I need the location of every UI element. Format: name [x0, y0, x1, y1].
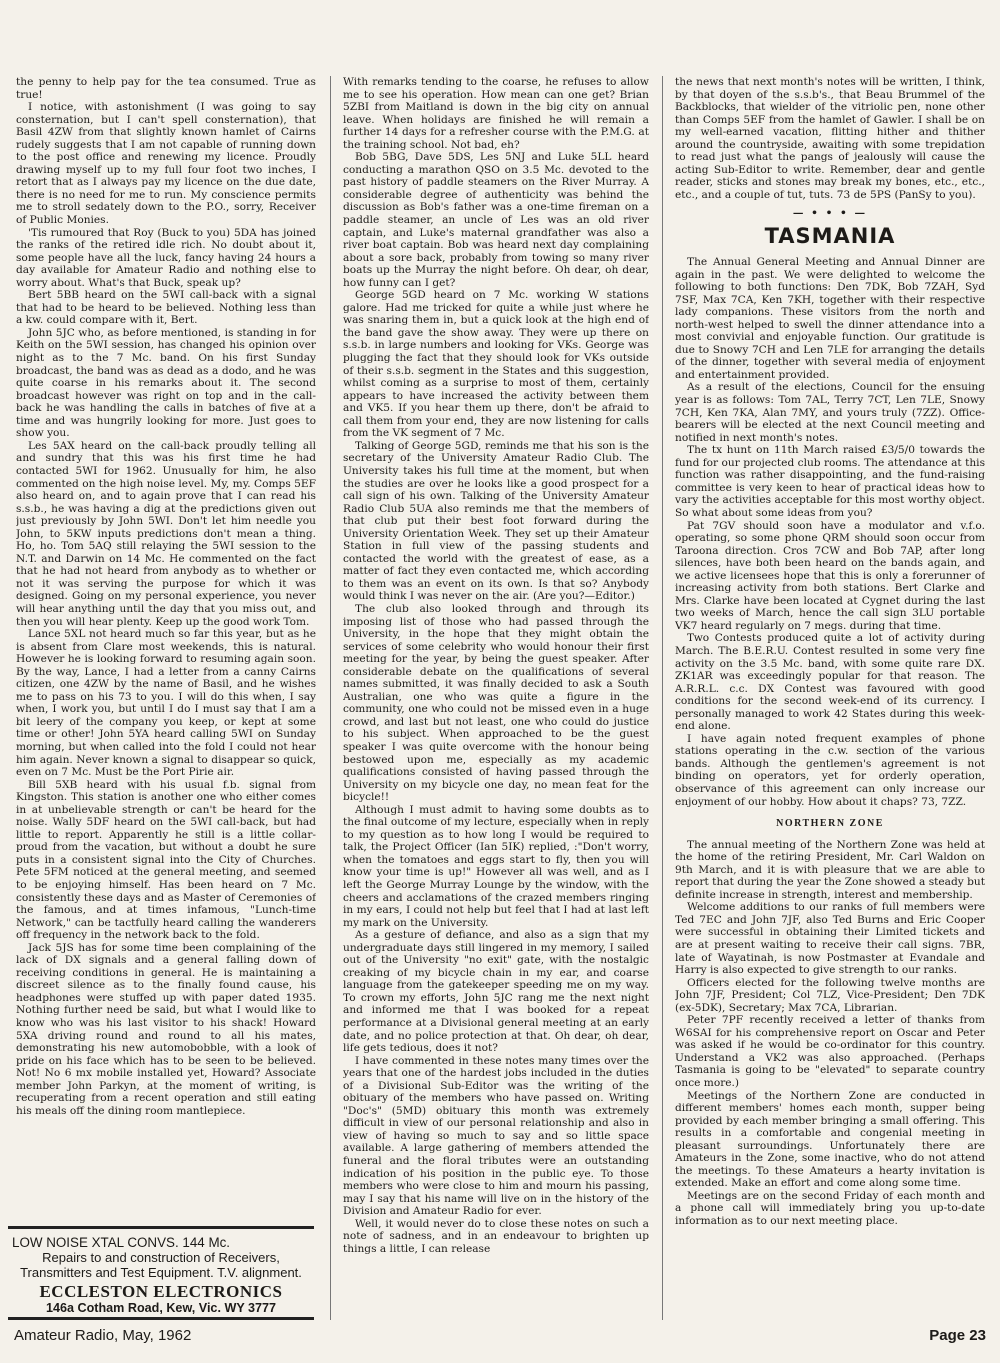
advertisement-box	[8, 1226, 314, 1320]
paragraph: The Annual General Meeting and Annual Dinner are again in the past. We were delighted to welcome the following to both functions: Den 7DK, Bob 7ZAH, Syd 7SF, Max 7CA, Ken 7KH, together with their respective lady companions. These visitors from the north and north-west helped to swell the dinner attendance into a most convivial and enjoyable function. Our gratitude is due to Snowy 7CH and Len 7LE for arranging the details of the dinner, together with several media of enjoyment and entertainment provided.	[675, 256, 985, 381]
paragraph: the penny to help pay for the tea consumed. True as true!	[16, 76, 316, 101]
paragraph: As a gesture of defiance, and also as a sign that my undergraduate days still lingered in my memory, I sailed out of the University "no exit" gate, with the nostalgic creaking of my bicycle chain in my ear, and coarse language from the gatekeeper speeding me on my way. To crown my efforts, John 5JC rang me the next night and informed me that I was booked for a repeat performance at a Divisional general meeting at an early date, and no police protection at that. Oh dear, oh dear, life gets tedious, does it not?	[343, 929, 649, 1055]
section-separator: — • • • —	[792, 207, 868, 220]
paragraph: Jack 5JS has for some time been complaining of the lack of DX signals and a general falling down of receiving conditions in general. He is maintaining a discreet silence as to the finally found cause, his headphones were stuffed up with paper dated 1935. Nothing further need be said, but what I would like to know who was his last visitor to his shack! Howard 5XA driving round and round to all his mates, demonstrating his new automobobble, with a look of pride on his face which has to be seen to be believed. Not! No 6 mx mobile installed yet, Howard? Associate member John Parkyn, at the moment of writing, is recuperating from a recent operation and still eating his meals off the dining room mantlepiece.	[16, 941, 316, 1117]
section-title-tasmania: TASMANIA	[764, 224, 896, 249]
ad-services: Repairs to and construction of Receivers, Transmitters and Test Equipment. T.V. alignment.	[20, 1250, 302, 1280]
paragraph: 'Tis rumoured that Roy (Buck to you) 5DA has joined the ranks of the retired idle rich. No doubt about it, some people have all the luck, fancy having 24 hours a day available for Amateur Radio and nothing else to worry about. What's that Buck, speak up?	[16, 226, 316, 289]
paragraph: Les 5AX heard on the call-back proudly telling all and sundry that this was his first time he had contacted 5WI for 1962. Unusually for him, he also commented on the high noise level. My, my. Comps 5EF also heard on, and to again prove that I can read his s.s.b., he was having a dig at the predictions given out just previously by John 5WI. Don't let him needle you John, to 5KW inputs predictions don't mean a thing. Ho, ho. Tom 5AQ still relaying the 5WI session to the N.T. and Darwin on 14 Mc. He commented on the fact that he had not heard from anybody as to whether or not it was serving the purpose for which it was designed. Going on my personal experience, you never will hear anything until the day that you miss out, and then you will hear plenty. Keep up the good work Tom.	[16, 439, 316, 628]
paragraph: As a result of the elections, Council for the ensuing year is as follows: Tom 7AL, Terry 7CT, Len 7LE, Snowy 7CH, Ken 7KA, Alan 7MY, and yours truly (7ZZ). Office-bearers will be elected at the next Council meeting and notified in next month's notes.	[675, 381, 985, 444]
page-footer	[14, 1327, 986, 1351]
paragraph: I notice, with astonishment (I was going to say consternation, but I can't spell consternation), that Basil 4ZW from that slightly known hamlet of Cairns rudely suggests that I am not capable of running down to the post office and renewing my licence. Proudly drawing myself up to my full four foot two inches, I retort that as I always pay my licence on the due date, there is no need for me to run. My conscience permits me to stroll sedately down to the P.O., sorry, Receiver of Public Monies.	[16, 101, 316, 227]
page-number: Page 23	[929, 1327, 986, 1344]
paragraph: John 5JC who, as before mentioned, is standing in for Keith on the 5WI session, has changed his opinion over night as to the 7 Mc. band. On his first Sunday broadcast, the band was as dead as a dodo, and he was quite coarse in his remarks about it. The second broadcast however was right on top and in the call-back he was handling the calls in batches of five at a time and was hungrily looking for more. Just goes to show you.	[16, 326, 316, 440]
paragraph: Although I must admit to having some doubts as to the final outcome of my lecture, especially when in reply to my question as to how long I would be required to talk, the Project Officer (Ian 5IK) replied, :"Don't worry, when the tomatoes and eggs start to fly, then you will know your time is up!" However all was well, and as I left the George Murray Lounge by the window, with the cheers and acclamations of the crazed members ringing in my ears, I could not help but feel that I had at last left my mark on the University.	[343, 803, 649, 929]
paragraph: I have again noted frequent examples of phone stations operating in the c.w. section of the various bands. Although the gentlemen's agreement is not binding on operators, yet for orderly operation, observance of this agreement can only increase our enjoyment of our hobby. How about it chaps? 73, 7ZZ.	[675, 732, 985, 808]
paragraph: Lance 5XL not heard much so far this year, but as he is absent from Clare most weekends, this is natural. However he is looking forward to resuming again soon. By the way, Lance, I had a letter from a canny Cairns citizen, one 4ZW by the name of Basil, and he wishes me to pass on his 73 to you. I will do this when, I say when, I work you, but until I do I must say that I am a bit leery of the company you keep, or kept at some time or other! John 5YA heard calling 5WI on Sunday morning, but when called into the fold I could not hear him again. Never known a signal to disappear so quick, even on 7 Mc. Must be the Port Pirie air.	[16, 628, 316, 779]
paragraph: Officers elected for the following twelve months are John 7JF, President; Col 7LZ, Vice-President; Den 7DK (ex-5DK), Secretary; Max 7CA, Librarian.	[675, 976, 985, 1014]
paragraph: Bert 5BB heard on the 5WI call-back with a signal that had to be heard to be believed. Nothing less than a kw. could compare with it, Bert.	[16, 289, 316, 327]
ad-address: 146a Cotham Road, Kew, Vic. WY 3777	[45, 1301, 277, 1315]
ad-company-name: ECCLESTON ELECTRONICS	[39, 1282, 283, 1301]
column-right	[675, 76, 985, 1320]
paragraph: the news that next month's notes will be written, I think, by that doyen of the s.s.b's., that Beau Brummel of the Backblocks, that wielder of the vitriolic pen, none other than Comps 5EF from the hamlet of Gawler. I shall be on my well-earned vacation, flitting hither and thither around the countryside, awaiting with some trepidation to read just what the pangs of jealously will cause the acting Sub-Editor to write. Remember, dear and gentle reader, sticks and stones may break my bones, etc., etc., etc., and a couple of tut, tuts. 73 de 5PS (PanSy to you).	[675, 76, 985, 201]
paragraph: George 5GD heard on 7 Mc. working W stations galore. Had me tricked for quite a while just where he was snaring them in, but a quick look at the high end of the band gave the show away. They were up there on s.s.b. in large numbers and looking for VKs. George was plugging the fact that they should look for VKs outside of their s.s.b. segment in the States and this suggestion, whilst coming as a surprise to most of them, certainly appears to have increased the activity between them and VK5. If you hear them up there, don't be afraid to call them from your end, they are now listening for calls from the VK segment of 7 Mc.	[343, 289, 649, 440]
ad-headline: LOW NOISE XTAL CONVS. 144 Mc.	[12, 1235, 231, 1250]
paragraph: Peter 7PF recently received a letter of thanks from W6SAI for his comprehensive report on Oscar and Peter was asked if he would be co-ordinator for this country. Understand a VK2 was also approached. (Perhaps Tasmania is going to be "elevated" to separate country once more.)	[675, 1014, 985, 1090]
column-middle	[343, 76, 649, 1320]
column-left	[16, 76, 316, 1310]
publication-info: Amateur Radio, May, 1962	[14, 1327, 192, 1344]
paragraph: With remarks tending to the coarse, he refuses to allow me to see his operation. How mean can one get? Brian 5ZBI from Maitland is down in the big city on annual leave. When holidays are finished he will remain a further 14 days for a refresher course with the P.M.G. at the training school. Not bad, eh?	[343, 76, 649, 151]
column-divider	[330, 76, 331, 1320]
paragraph: Well, it would never do to close these notes on such a note of sadness, and in an endeavour to brighten up things a little, I can release	[343, 1217, 649, 1255]
paragraph: The annual meeting of the Northern Zone was held at the home of the retiring President, Mr. Carl Waldon on 9th March, and it is with pleasure that we are able to report that during the year the Zone showed a steady but definite increase in strength, interest and membership.	[675, 838, 985, 901]
paragraph: Bob 5BG, Dave 5DS, Les 5NJ and Luke 5LL heard conducting a marathon QSO on 3.5 Mc. devoted to the past history of paddle steamers on the River Murray. A considerable degree of authenticity was behind the discussion as Bob's father was a one-time fireman on a paddle steamer, an uncle of Les was an old river captain, and Luke's maternal grandfather was also a river boat captain. Bob was heard next day complaining about a sore back, probably from towing so many river boats up the Murray the night before. Oh dear, oh dear, how funny can I get?	[343, 151, 649, 289]
paragraph: The tx hunt on 11th March raised £3/5/0 towards the fund for our projected club rooms. The attendance at this function was rather disappointing, and the fund-raising committee is very keen to hear of practical ideas how to vary the activities acceptable for this most worthy object. So what about some ideas from you?	[675, 444, 985, 519]
subsection-title-northern-zone: NORTHERN ZONE	[776, 818, 884, 830]
column-divider	[662, 76, 663, 1320]
paragraph: Two Contests produced quite a lot of activity during March. The B.E.R.U. Contest resulted in some very fine activity on the 3.5 Mc. band, with some quite rare DX. ZK1AR was exceedingly popular for that reason. The A.R.R.L. c.c. DX Contest was favoured with good conditions for the second week-end of its currency. I personally managed to work 42 States during this week-end alone.	[675, 632, 985, 733]
paragraph: I have commented in these notes many times over the years that one of the hardest jobs included in the duties of a Divisional Sub-Editor was the writing of the obituary of the members who have passed on. Writing "Doc's" (5MD) obituary this month was extremely difficult in view of our personal relationship and also in view of having so much to say and so little space available. A large gathering of members attended the funeral and the floral tributes were an outstanding indication of his position in the public eye. To those members who were close to him and mourn his passing, may I say that his name will live on in the history of the Division and Amateur Radio for ever.	[343, 1054, 649, 1218]
paragraph: The club also looked through and through its imposing list of those who had passed through the University, in the hope that they might obtain the services of some celebrity who would honour their first meeting for the year, by being the guest speaker. After considerable debate on the qualifications of several names submitted, it was finally decided to ask a South Australian, one who was quite a figure in the community, one who could not be missed even in a huge crowd, and last but not least, one who could do justice to his subject. When approached to be the guest speaker I was quite overcome with the honour being bestowed upon me, especially as my academic qualifications consisted of having passed through the University on my bicycle one day, no mean feat for the bicycle!!	[343, 602, 649, 804]
paragraph: Pat 7GV should soon have a modulator and v.f.o. operating, so some phone QRM should soon occur from Taroona direction. Cros 7CW and Bob 7AP, after long silences, have both been heard on the bands again, and we active licensees hope that this is only a forerunner of increasing activity from both stations. Bert Clarke and Mrs. Clarke have been located at Cygnet during the last two weeks of March, hence the call sign 3LU portable VK7 heard regularly on 7 megs. during that time.	[675, 519, 985, 632]
paragraph: Meetings of the Northern Zone are conducted in different members' homes each month, supper being provided by each member bringing a small offering. This results in a comfortable and congenial meeting in pleasant surroundings. Unfortunately there are Amateurs in the Zone, some inactive, who do not attend the meetings. To these Amateurs a hearty invitation is extended. Make an effort and come along some time.	[675, 1089, 985, 1190]
paragraph: Talking of George 5GD, reminds me that his son is the secretary of the University Amateur Radio Club. The University takes his full time at the moment, but when the studies are over he looks like a good prospect for a call sign of his own. Talking of the University Amateur Radio Club 5UA also reminds me that the members of that club put their best foot forward during the University Orientation Week. They set up their Amateur Station in full view of the passing students and contacted the world with the greatest of ease, as a matter of fact they even contacted me, which according to them was an event on its own. Is that so? Anybody would think I was never on the air. (Are you?—Editor.)	[343, 439, 649, 603]
paragraph: Welcome additions to our ranks of full members were Ted 7EC and John 7JF, also Ted Burns and Eric Cooper were successful in obtaining their Limited tickets and are at present waiting to receive their call signs. 7BR, late of Wayatinah, is now Postmaster at Evandale and Harry is also expected to give strength to our ranks.	[675, 901, 985, 977]
paragraph: Meetings are on the second Friday of each month and a phone call will immediately bring you up-to-date information as to our next meeting place.	[675, 1189, 985, 1228]
paragraph: Bill 5XB heard with his usual f.b. signal from Kingston. This station is another one who either comes in at unbelievable strength or can't be heard for the noise. Wally 5DF heard on the 5WI call-back, but had little to report. Apparently he still is a little collar-proud from the vacation, but without a doubt he sure puts in a consistent signal into the City of Churches. Pete 5FM noticed at the general meeting, and seemed to be enjoying himself. Has been heard on 7 Mc. consistently these days and as Master of Ceremonies of the famous, and at times infamous, "Lunch-time Network," can be tactfully heard calling the wanderers off frequency in the network back to the fold.	[16, 778, 316, 942]
